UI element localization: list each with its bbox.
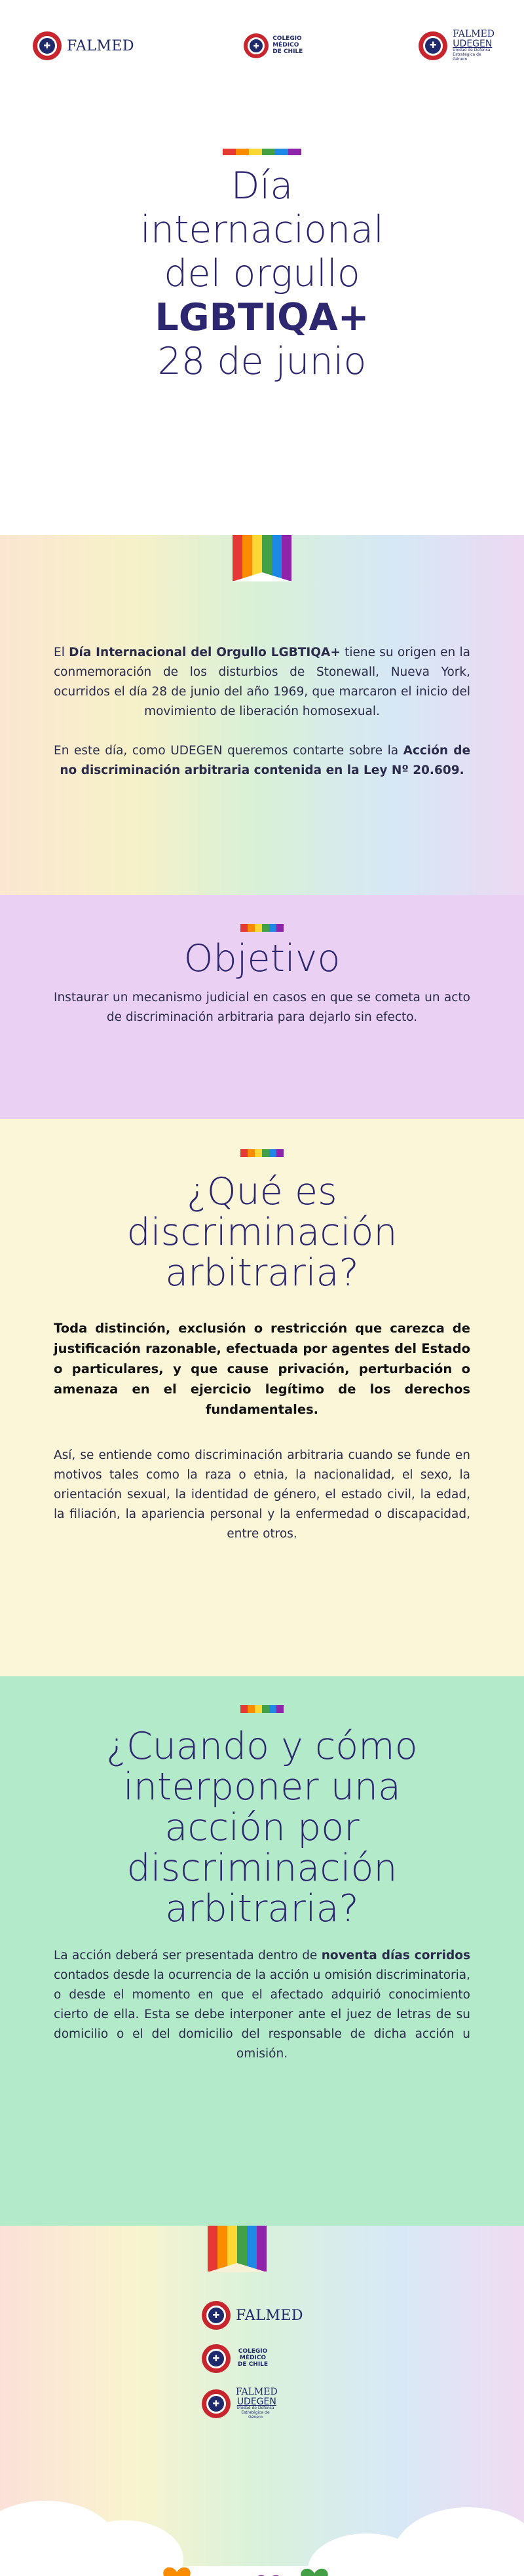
falmed-seal-icon: ✚ bbox=[33, 31, 62, 60]
intro-paragraph-1: El Día Internacional del Orgullo LGBTIQA+ tiene su origen en la conmemoración de los disturbios de Stonewall, Nueva York, ocurridos el día 28 de junio del año 1969, que marcaron el inicio del movimiento de liberación homosexual. bbox=[54, 646, 470, 718]
footer-colmed-text: COLEGIO MÉDICO DE CHILE bbox=[237, 2348, 269, 2368]
rainbow-ribbon-icon bbox=[208, 2226, 267, 2272]
footer-udegen-logo[interactable] bbox=[202, 2387, 303, 2420]
rainbow-bar-icon bbox=[240, 924, 284, 932]
intro-paragraph-2: En este día, como UDEGEN queremos contarte sobre la Acción de no discriminación arbitraria contenida en la Ley Nº 20.609. bbox=[54, 744, 471, 777]
como-text: La acción deberá ser presentada dentro de noventa días corridos contados desde la ocurrencia de la acción u omisión discriminatoria, o desde el momento en que el afectado adquirió conocimiento cierto de ella. Esta se debe interponer ante el juez de letras de su domicilio o el del domicilio del responsable de dicha acción u omisión. bbox=[54, 1949, 470, 2061]
header bbox=[0, 0, 524, 92]
objetivo-section bbox=[0, 895, 524, 1119]
footer-falmed-text: FALMED bbox=[236, 2307, 304, 2324]
title-block bbox=[0, 149, 524, 535]
rainbow-ribbon-icon bbox=[233, 535, 291, 581]
intro-section bbox=[0, 535, 524, 895]
rainbow-bar-icon bbox=[223, 149, 301, 155]
como-section bbox=[0, 1676, 524, 2226]
colmed-logo-text: COLEGIO MÉDICO DE CHILE bbox=[272, 35, 303, 55]
footer-logos bbox=[202, 2301, 303, 2420]
colmed-seal-icon: ✚ bbox=[202, 2344, 231, 2373]
people-with-hearts-illustration bbox=[98, 2550, 426, 2576]
footer-udegen-udegen: UDEGEN bbox=[236, 2396, 276, 2407]
footer-falmed-logo[interactable] bbox=[202, 2301, 303, 2330]
falmed-seal-icon: ✚ bbox=[202, 2301, 231, 2330]
discriminacion-section bbox=[0, 1119, 524, 1676]
udegen-seal-icon: ✚ bbox=[202, 2389, 231, 2418]
footer-section bbox=[0, 2226, 524, 2576]
colmed-seal-icon: ✚ bbox=[244, 33, 269, 58]
udegen-seal-icon: ✚ bbox=[419, 31, 447, 60]
udegen-logo[interactable] bbox=[419, 29, 495, 62]
title-line-2: internacional bbox=[140, 208, 384, 251]
title-line-5: 28 de junio bbox=[157, 340, 367, 383]
title-line-4: LGBTIQA+ bbox=[155, 296, 369, 339]
page-title bbox=[0, 164, 524, 384]
title-line-1: Día bbox=[231, 164, 293, 208]
udegen-logo-udegen: UDEGEN bbox=[453, 38, 493, 49]
footer-udegen-falmed: FALMED bbox=[236, 2387, 278, 2397]
footer-colmed-logo[interactable] bbox=[202, 2344, 303, 2373]
falmed-logo-text: FALMED bbox=[67, 37, 135, 54]
rainbow-bar-icon bbox=[240, 1149, 284, 1157]
colmed-logo[interactable] bbox=[244, 33, 309, 58]
como-heading: ¿Cuando y cómo interponer una acción por discriminación arbitraria? bbox=[106, 1725, 418, 1930]
falmed-logo[interactable] bbox=[33, 31, 134, 60]
udegen-logo-subtitle: Unidad de Defensa Estratégica de Género bbox=[453, 48, 491, 62]
objetivo-heading: Objetivo bbox=[183, 937, 341, 980]
title-line-3: del orgullo bbox=[164, 252, 360, 295]
discriminacion-text: Así, se entiende como discriminación arbitraria cuando se funde en motivos tales como la raza o etnia, la nacionalidad, el sexo, la orientación sexual, la identidad de género, el estado civil, la edad, la filiación, la apariencia personal y la enfermedad o discapacidad, entre otros. bbox=[54, 1448, 470, 1541]
rainbow-bar-icon bbox=[240, 1705, 284, 1713]
discriminacion-definition: Toda distinción, exclusión o restricción que carezca de justificación razonable, efectuada por agentes del Estado o particulares, y que cause privación, perturbación o amenaza en el ejercicio legítimo de los derechos fundamentales. bbox=[54, 1321, 470, 1417]
udegen-logo-falmed: FALMED bbox=[453, 28, 495, 39]
objetivo-text: Instaurar un mecanismo judicial en casos en que se cometa un acto de discriminación arbitraria para dejarlo sin efecto. bbox=[54, 991, 470, 1024]
discriminacion-heading: ¿Qué es discriminación arbitraria? bbox=[126, 1170, 398, 1295]
footer-udegen-subtitle: Unidad de Defensa Estratégica de Género bbox=[236, 2406, 274, 2420]
